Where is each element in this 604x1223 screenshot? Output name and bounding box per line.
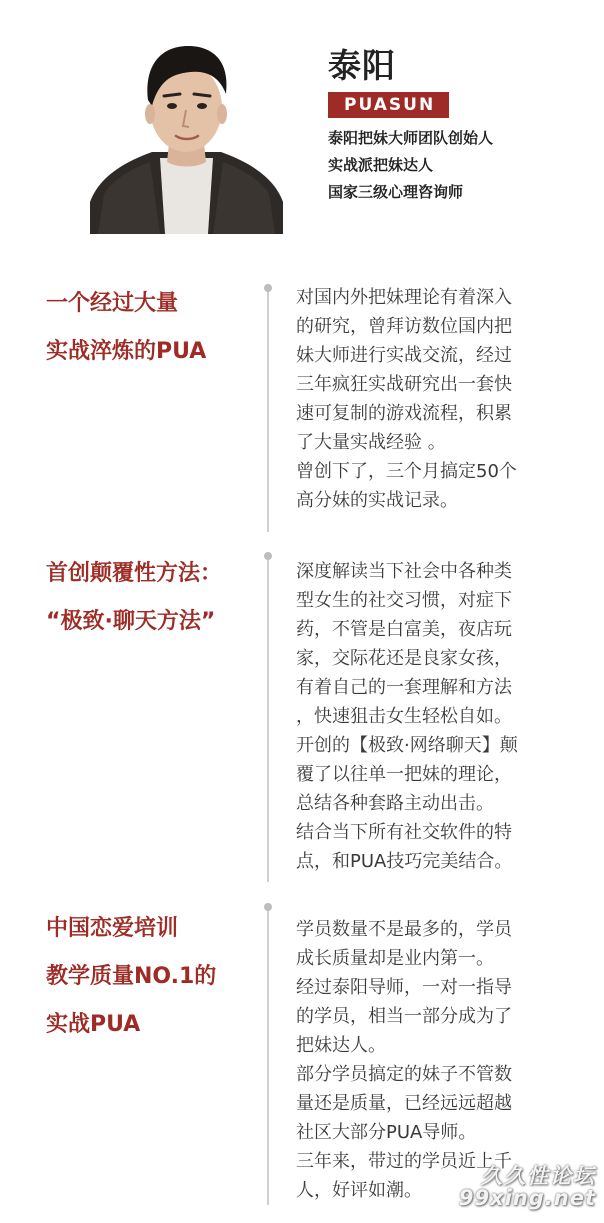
profile-badge: PUASUN bbox=[328, 92, 449, 118]
section-heading: 中国恋爱培训 教学质量NO.1的 实战PUA bbox=[46, 916, 217, 1037]
profile-title: 国家三级心理咨询师 bbox=[328, 183, 464, 201]
section-body: 学员数量不是最多的，学员 成长质量却是业内第一。 经过泰阳导师，一对一指导 的学员，相当一部分成为了 把妹达人。 部分学员搞定的妹子不管数 量还是质量，已经远远超越 社区大部分PUA导师。 三年来，带过的学员近上千 人，好评如潮。 bbox=[296, 919, 512, 1201]
section-body: 深度解读当下社会中各种类 型女生的社交习惯，对症下 药，不管是白富美，夜店玩 家，交际花还是良家女孩， 有着自己的一套理解和方法 ，快速狙击女生轻松自如。 开创的【极致·网络聊天】颠 覆了以往单一把妹的理论， 总结各种套路主动出击。 结合当下所有社交软件的特 点，和PUA技巧完美结合。 bbox=[296, 561, 518, 872]
section-divider bbox=[267, 903, 269, 1205]
profile-info bbox=[328, 46, 588, 222]
avatar bbox=[90, 34, 283, 234]
section-heading: 一个经过大量 实战淬炼的PUA bbox=[46, 291, 207, 364]
profile-titles bbox=[328, 125, 588, 206]
section-divider bbox=[267, 552, 269, 882]
section-divider bbox=[267, 284, 269, 532]
watermark-url: 99xing.net bbox=[458, 1186, 596, 1210]
section-chat-method bbox=[0, 550, 604, 885]
profile-header bbox=[0, 0, 604, 250]
section-body: 对国内外把妹理论有着深入 的研究，曾拜访数位国内把 妹大师进行实战交流，经过 三年疯狂实战研究出一套快 速可复制的游戏流程，积累 了大量实战经验 。 曾创下了，三个月搞定50个 高分妹的实战记录。 bbox=[296, 287, 517, 511]
section-heading: 首创颠覆性方法： “极致·聊天方法” bbox=[46, 561, 223, 634]
profile-title: 实战派把妹达人 bbox=[328, 156, 434, 174]
section-pua-experience bbox=[0, 280, 604, 535]
profile-title: 泰阳把妹大师团队创始人 bbox=[328, 129, 494, 147]
watermark-text: 久久性论坛 bbox=[481, 1164, 596, 1188]
watermark bbox=[459, 1165, 596, 1209]
profile-name: 泰阳 bbox=[328, 46, 396, 85]
avatar-portrait bbox=[90, 34, 283, 234]
